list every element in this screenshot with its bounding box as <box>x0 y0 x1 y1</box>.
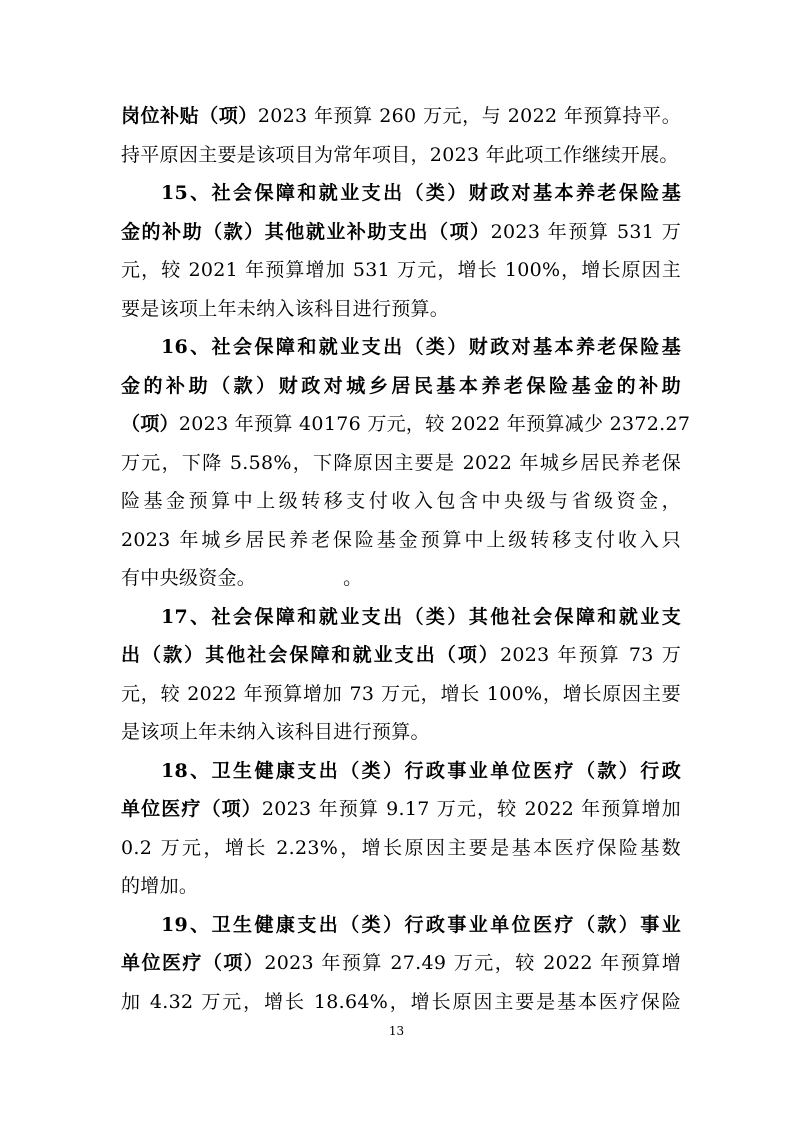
bold-heading-text: （项） <box>121 413 179 435</box>
text-line <box>121 867 681 906</box>
text-line <box>121 482 681 521</box>
body-text: 2023 年预算 40176 万元，较 2022 年预算减少 2372.27 <box>178 413 691 435</box>
text-line <box>121 97 681 136</box>
text-line <box>121 328 681 367</box>
body-text: 要是该项上年未纳入该科目进行预算。 <box>121 297 450 320</box>
text-line <box>121 213 681 252</box>
document-body <box>121 97 691 1021</box>
body-text: 是该项上年未纳入该科目进行预算。 <box>121 721 430 743</box>
body-text: 2023 年城乡居民养老保险基金预算中上级转移支付收入只 <box>121 528 681 551</box>
text-line <box>121 251 681 290</box>
text-line <box>121 559 681 598</box>
text-line <box>121 174 681 213</box>
text-line <box>121 906 681 945</box>
bold-heading-text: 单位医疗（项） <box>121 798 262 820</box>
bold-heading-text: 16、社会保障和就业支出（类）财政对基本养老保险基 <box>161 336 681 358</box>
body-text: 0.2 万元，增长 2.23%，增长原因主要是基本医疗保险基数 <box>121 836 681 859</box>
text-line <box>121 636 681 675</box>
bold-heading-text: 金的补助（款）其他就业补助支出（项） <box>121 220 491 243</box>
bold-heading-text: 金的补助（款）财政对城乡居民基本养老保险基金的补助 <box>121 374 681 397</box>
body-text: 2023 年预算 73 万 <box>499 644 681 666</box>
body-text: 元，较 2021 年预算增加 531 万元，增长 100%，增长原因主 <box>121 259 681 281</box>
body-text: 2023 年预算 260 万元，与 2022 年预算持平。 <box>257 105 681 127</box>
text-line <box>121 944 681 983</box>
text-line <box>121 675 681 714</box>
body-text: 2023 年预算 9.17 万元，较 2022 年预算增加 <box>261 798 681 820</box>
text-line <box>121 367 681 406</box>
text-line <box>121 790 681 829</box>
bold-heading-text: 15、社会保障和就业支出（类）财政对基本养老保险基 <box>161 182 681 204</box>
text-line <box>121 752 681 791</box>
body-text: 万元，下降 5.58%，下降原因主要是 2022 年城乡居民养老保 <box>121 451 681 474</box>
bold-heading-text: 岗位补贴（项） <box>121 105 258 127</box>
bold-heading-text: 单位医疗（项） <box>121 952 265 974</box>
body-text: 险基金预算中上级转移支付收入包含中央级与省级资金， <box>121 490 681 512</box>
text-line <box>121 829 681 868</box>
body-text: 的增加。 <box>121 875 199 897</box>
body-text: 2023 年预算 531 万 <box>490 220 682 243</box>
bold-heading-text: 18、卫生健康支出（类）行政事业单位医疗（款）行政 <box>161 759 681 782</box>
body-text: 有中央级资金。 。 <box>121 567 363 589</box>
body-text: 加 4.32 万元，增长 18.64%，增长原因主要是基本医疗保险 <box>121 990 681 1013</box>
body-text: 2023 年预算 27.49 万元，较 2022 年预算增 <box>264 952 681 974</box>
text-line <box>121 444 681 483</box>
text-line <box>121 136 681 175</box>
body-text: 持平原因主要是该项目为常年项目，2023 年此项工作继续开展。 <box>121 143 679 166</box>
text-line <box>121 598 681 637</box>
text-line <box>121 521 681 560</box>
bold-heading-text: 17、社会保障和就业支出（类）其他社会保障和就业支 <box>161 605 681 628</box>
text-line <box>121 405 691 444</box>
bold-heading-text: 19、卫生健康支出（类）行政事业单位医疗（款）事业 <box>161 913 681 936</box>
bold-heading-text: 出（款）其他社会保障和就业支出（项） <box>121 644 500 666</box>
text-line <box>121 713 681 752</box>
text-line <box>121 290 681 329</box>
body-text: 元，较 2022 年预算增加 73 万元，增长 100%，增长原因主要 <box>121 682 681 705</box>
page-number: 13 <box>388 1024 405 1038</box>
text-line <box>121 983 681 1022</box>
